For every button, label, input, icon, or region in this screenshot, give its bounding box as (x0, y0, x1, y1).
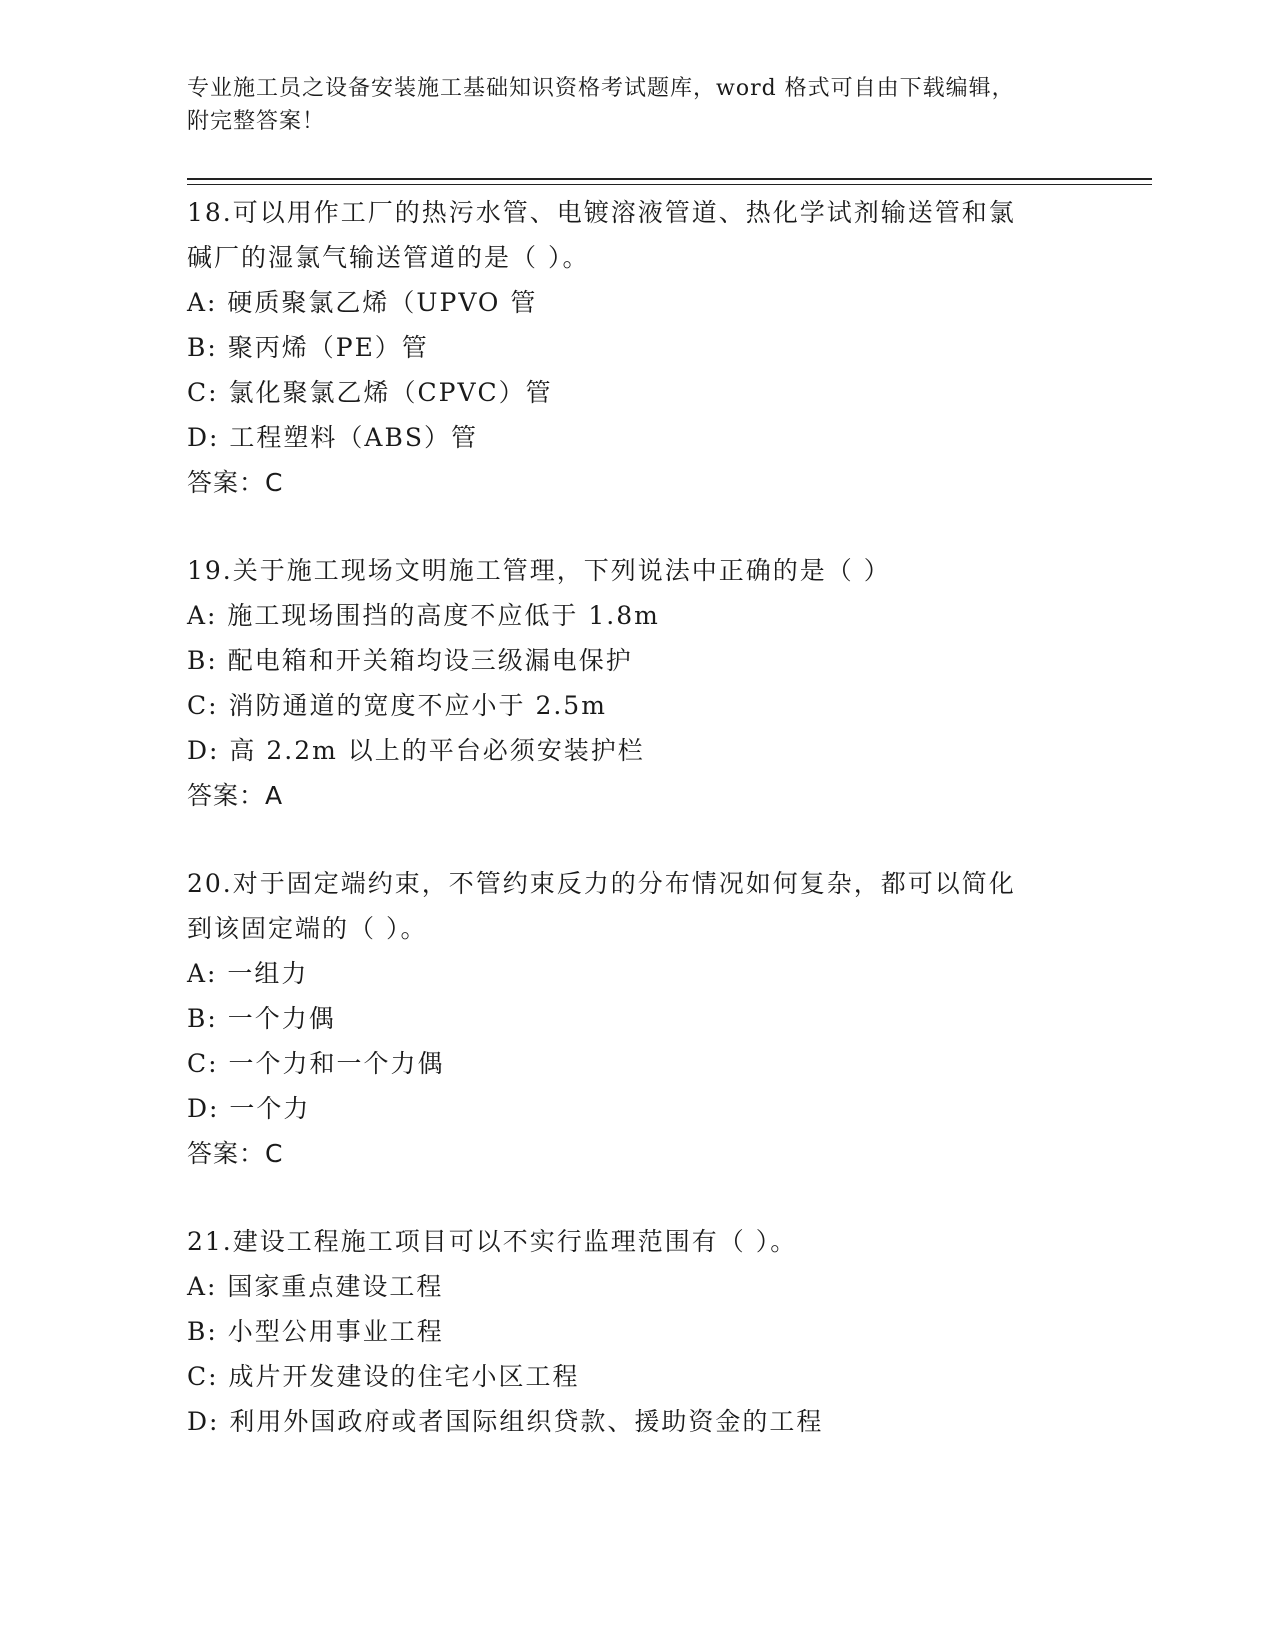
header-line-2: 附完整答案！ (187, 109, 326, 134)
question-text-line: 到该固定端的（ ）。 (187, 914, 428, 943)
question-text-line: 18.可以用作工厂的热污水管、电镀溶液管道、热化学试剂输送管和氯 (187, 198, 1016, 227)
option-c: C: 成片开发建设的住宅小区工程 (187, 1362, 580, 1391)
option-d: D: 高 2.2m 以上的平台必须安装护栏 (187, 736, 645, 765)
option-a: A: 硬质聚氯乙烯（UPVO 管 (187, 288, 538, 317)
question-19 (187, 548, 1087, 818)
question-20 (187, 861, 1087, 1176)
question-text-line: 21.建设工程施工项目可以不实行监理范围有（ ）。 (187, 1227, 798, 1256)
option-a: A: 一组力 (187, 959, 309, 988)
header-divider-thin (187, 184, 1152, 185)
option-d: D: 利用外国政府或者国际组织贷款、援助资金的工程 (187, 1407, 824, 1436)
option-a: A: 施工现场围挡的高度不应低于 1.8m (187, 601, 660, 630)
question-text-line: 19.关于施工现场文明施工管理，下列说法中正确的是（ ） (187, 556, 891, 585)
answer-line: 答案：C (187, 468, 284, 497)
header-divider-thick (187, 178, 1152, 180)
option-d: D: 一个力 (187, 1094, 311, 1123)
question-list (187, 190, 1087, 1487)
question-text-line: 碱厂的湿氯气输送管道的是（ ）。 (187, 243, 590, 272)
answer-line: 答案：A (187, 781, 284, 810)
question-18 (187, 190, 1087, 505)
option-c: C: 消防通道的宽度不应小于 2.5m (187, 691, 607, 720)
header-line-1: 专业施工员之设备安装施工基础知识资格考试题库，word 格式可自由下载编辑， (187, 76, 1015, 101)
option-b: B: 聚丙烯（PE）管 (187, 333, 429, 362)
option-b: B: 小型公用事业工程 (187, 1317, 444, 1346)
question-21 (187, 1219, 1087, 1444)
question-text-line: 20.对于固定端约束，不管约束反力的分布情况如何复杂，都可以简化 (187, 869, 1016, 898)
option-d: D: 工程塑料（ABS）管 (187, 423, 478, 452)
option-b: B: 配电箱和开关箱均设三级漏电保护 (187, 646, 633, 675)
option-c: C: 氯化聚氯乙烯（CPVC）管 (187, 378, 553, 407)
option-b: B: 一个力偶 (187, 1004, 336, 1033)
option-c: C: 一个力和一个力偶 (187, 1049, 445, 1078)
option-a: A: 国家重点建设工程 (187, 1272, 444, 1301)
answer-line: 答案：C (187, 1139, 284, 1168)
document-header (187, 72, 1087, 138)
